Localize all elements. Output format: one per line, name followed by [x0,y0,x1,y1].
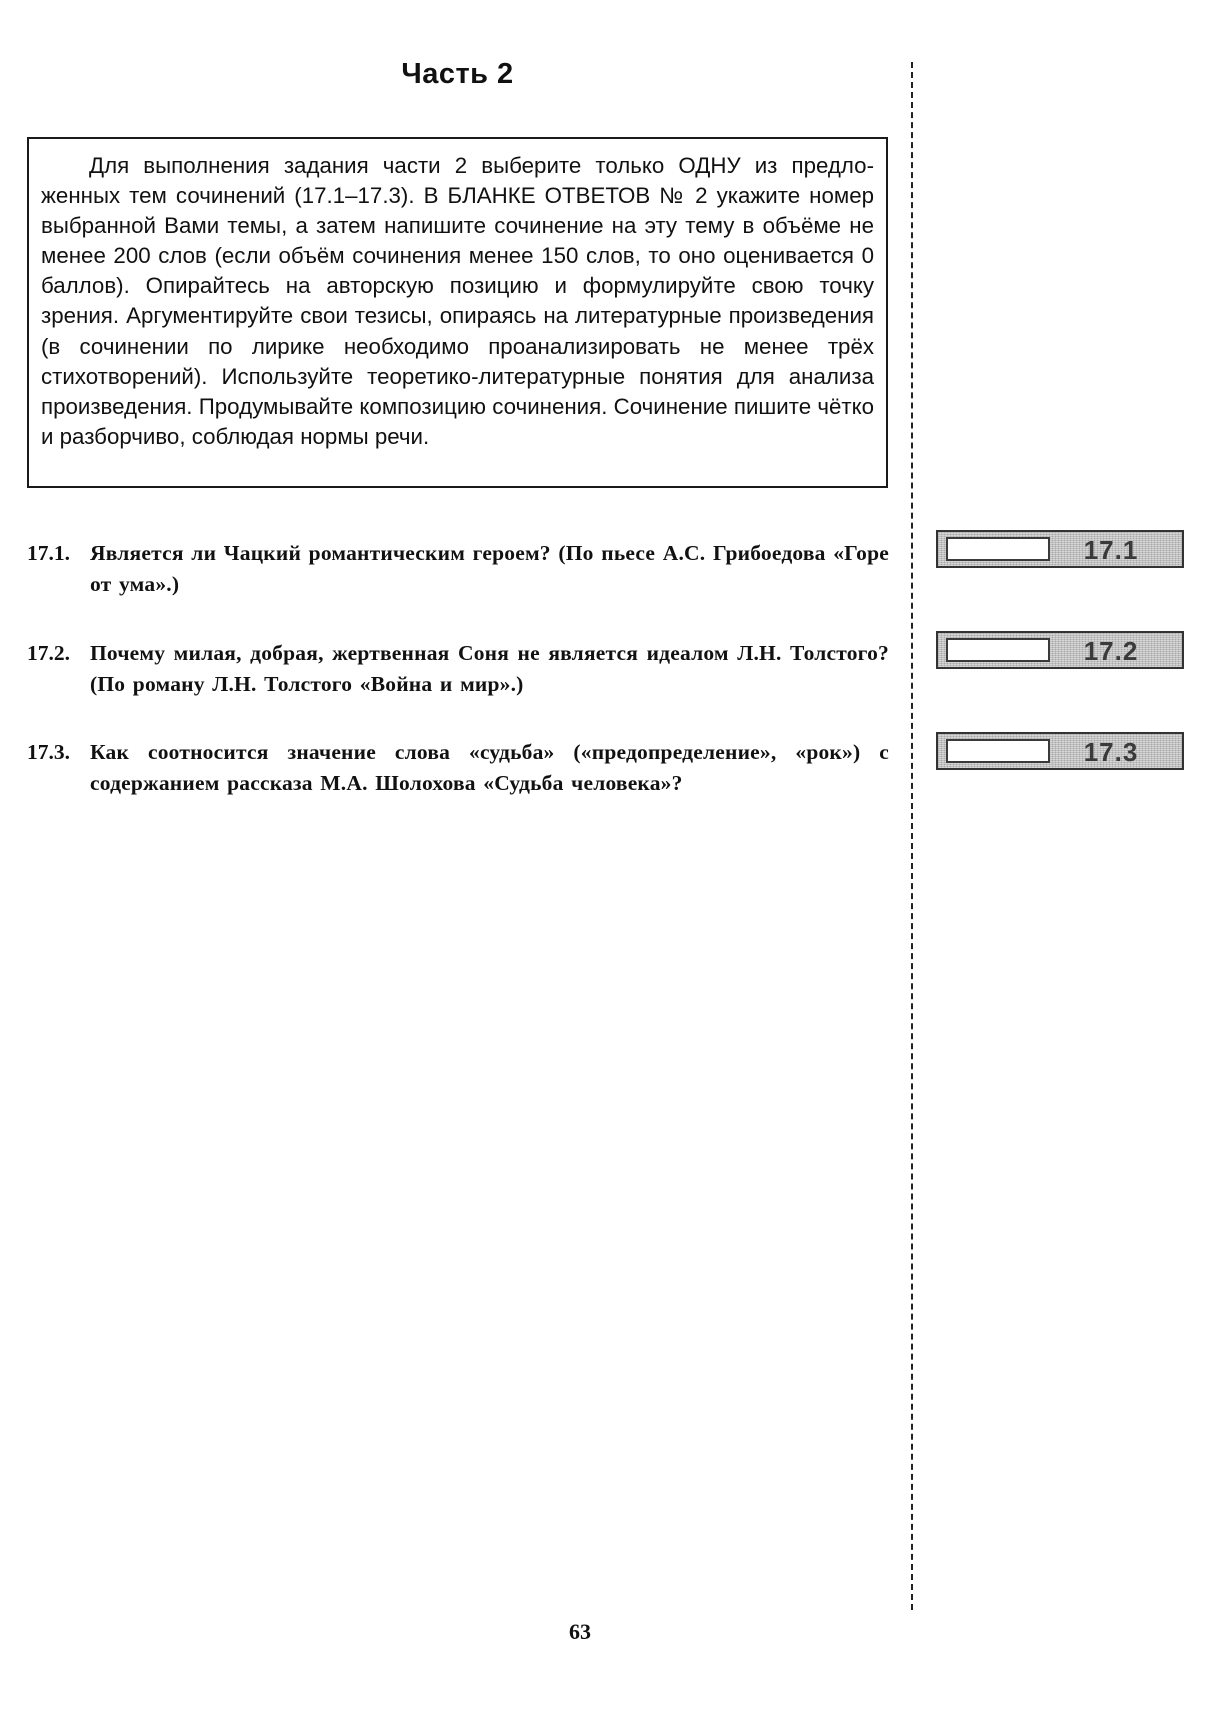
essay-topic-17-3 [27,737,889,799]
page-title: Часть 2 [401,58,514,90]
page-number: 63 [569,1619,591,1644]
topic-text: Почему милая, добрая, жертвенная Соня не является идеалом Л.Н. Толстого? (По роману Л.Н. Толстого «Война и мир».) [90,641,889,696]
answer-field[interactable] [946,638,1050,662]
topic-number: 17.2. [27,641,70,665]
topic-number: 17.1. [27,541,70,565]
answer-slot-label: 17.3 [1083,737,1139,767]
topic-text: Является ли Чацкий романтическим героем? (По пьесе А.С. Грибоедова «Горе от ума».) [90,541,889,596]
answer-slot-label: 17.1 [1083,535,1139,565]
essay-topic-17-2 [27,638,889,700]
topic-text: Как соотносится значение слова «судьба» («предопределение», «рок») с содержанием рассказа М.А. Шолохова «Судьба человека»? [90,740,889,795]
topic-number: 17.3. [27,740,70,764]
answer-slot-17-3 [936,732,1184,770]
answer-slot-17-1 [936,530,1184,568]
instructions-text: Для выполнения задания части 2 выберите только ОДНУ из предложенных тем сочинений (17.1–17.3). В БЛАНКЕ ОТВЕТОВ № 2 укажите номер выбранной Вами темы, а затем напишите сочинение на эту тему в объёме не менее 200 слов (если объём сочинения менее 150 слов, то оно оценивается 0 баллов). Опирайтесь на авторскую позицию и формулируйте свою точку зрения. Аргументируйте свои тезисы, опираясь на литературные произведения (в сочинении по лирике необходимо проанализировать не менее трёх стихотворений). Используйте теоретико-литературные понятия для анализа произведения. Продумывайте композицию сочинения. Сочинение пишите чётко и разборчиво, соблюдая нормы речи. [41,153,874,449]
answer-slot-17-2 [936,631,1184,669]
essay-topic-17-1 [27,538,889,600]
answer-slot-label: 17.2 [1083,636,1139,666]
answer-field[interactable] [946,537,1050,561]
instructions-box [27,137,888,488]
cut-line-divider [911,62,913,1610]
answer-field[interactable] [946,739,1050,763]
